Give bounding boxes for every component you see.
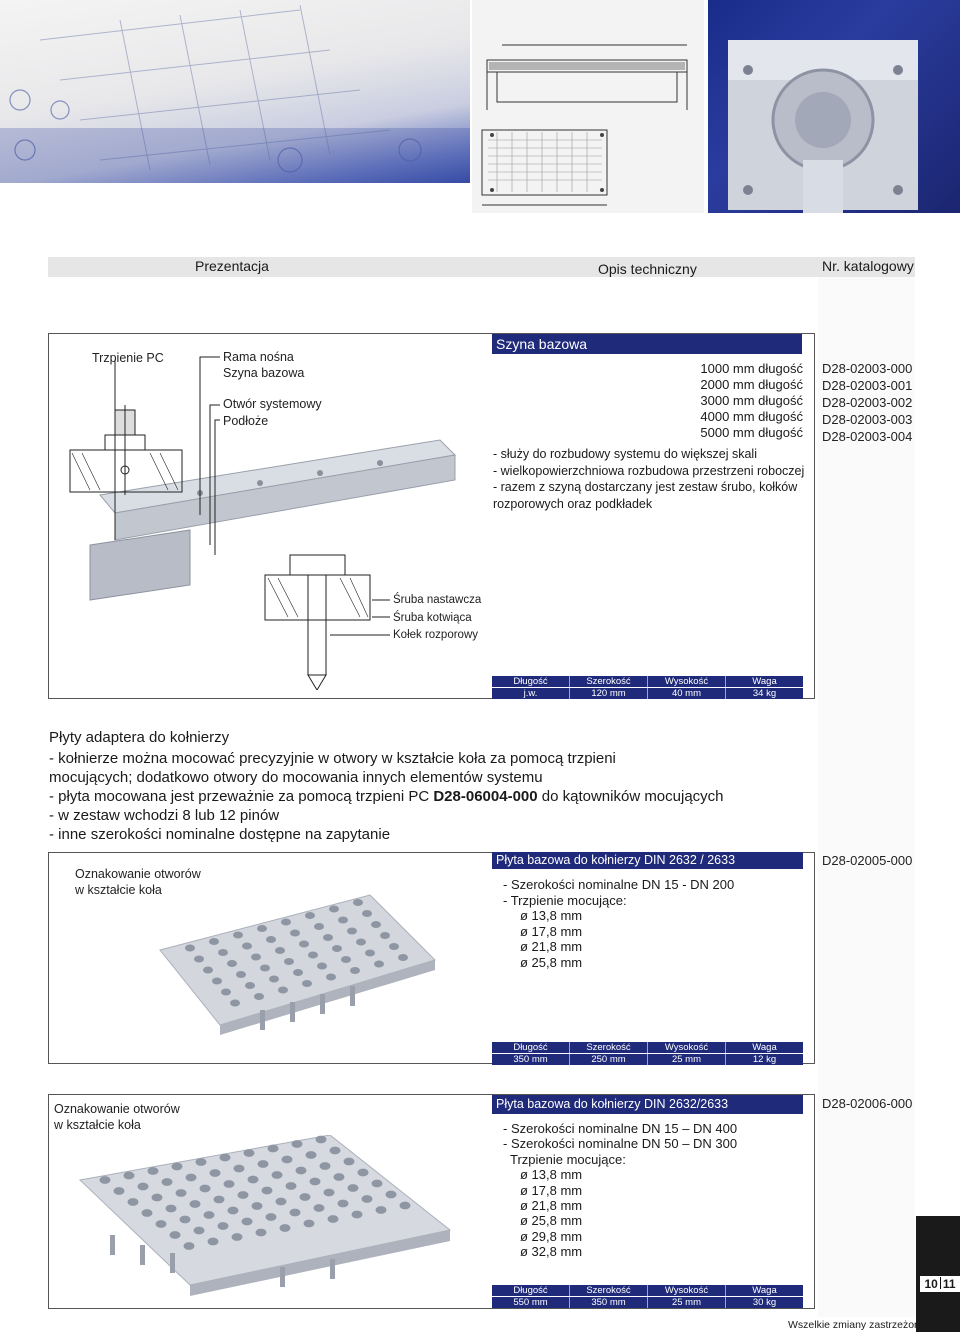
plate-hole (257, 925, 267, 932)
plate-hole (290, 930, 300, 937)
plate-hole (221, 989, 231, 996)
intro-line: - w zestaw wchodzi 8 lub 12 pinów (49, 807, 280, 824)
rail-catalog-numbers (822, 360, 912, 445)
intro-line: - inne szerokości nominalne dostępne na zapytanie (49, 826, 391, 843)
plate-hole (280, 1224, 291, 1232)
spec-value: 550 mm (492, 1297, 570, 1308)
plate-hole (365, 950, 375, 957)
plate-hole (275, 947, 285, 954)
plate-hole (290, 1209, 301, 1217)
plate-hole (310, 1178, 321, 1186)
plate-hole (218, 1222, 229, 1230)
pin-diameter: ø 25,8 mm (520, 1213, 583, 1229)
length-4000: 4000 mm długość (700, 409, 803, 424)
flange-plate-1-spec-table (492, 1042, 803, 1065)
plate-hole (194, 956, 204, 963)
section1-title: Szyna bazowa (492, 334, 802, 354)
plate-hole (224, 1180, 235, 1188)
plate-hole (186, 1174, 197, 1182)
intro-line: - kołnierze można mocować precyzyjnie w otwory w kształcie koła za pomocą trzpieni (49, 750, 616, 767)
plate-hole (292, 1140, 303, 1148)
pc-pin-catalog-ref: D28-06004-000 (433, 788, 538, 805)
plate-hole (362, 1195, 373, 1203)
plate-hole (214, 1196, 225, 1204)
spec-header: Szerokość (570, 1285, 648, 1296)
plate-hole (304, 1220, 315, 1228)
spec-header: Szerokość (570, 676, 648, 687)
length-2000: 2000 mm długość (700, 377, 803, 392)
plate-hole (276, 1198, 287, 1206)
plate-hole (180, 1216, 191, 1224)
flange-plate-2-title: Płyta bazowa do kołnierzy DIN 2632/2633 (492, 1095, 803, 1114)
spec-header: Wysokość (648, 676, 726, 687)
spec-value: 40 mm (648, 688, 726, 699)
banner-product-photo (708, 0, 960, 213)
plate-hole (306, 1151, 317, 1159)
plate-hole (244, 1149, 255, 1157)
rail-description (493, 446, 804, 512)
plate-hole (148, 1167, 159, 1175)
plate-hole (262, 1187, 273, 1195)
bullet-line: - służy do rozbudowy systemu do większej skali (493, 447, 757, 461)
flange-plate-1-description: - Szerokości nominalne DN 15 - DN 200 - Trzpienie mocujące: ø 13,8 mm ø 17,8 mm ø 21,8 mm ø 25,8 mm (503, 877, 735, 970)
plate-hole (344, 1158, 355, 1166)
length-5000: 5000 mm długość (700, 425, 803, 440)
spec-header: Szerokość (570, 1042, 648, 1053)
plate-hole (170, 1231, 181, 1239)
plate-hole (338, 1200, 349, 1208)
spec-header: Długość (492, 1285, 570, 1296)
plate-hole (232, 1233, 243, 1241)
plate-hole (254, 993, 264, 1000)
plate-hole (238, 1191, 249, 1199)
rail-lengths (560, 361, 803, 441)
plate-hole (233, 932, 243, 939)
column-header-bar (48, 257, 915, 277)
plate-hole (305, 912, 315, 919)
plate-hole (194, 1227, 205, 1235)
plate-hole (138, 1183, 149, 1191)
plate-hole (220, 1154, 231, 1162)
plate-hole (374, 961, 384, 968)
plate-hole (282, 1156, 293, 1164)
plate-hole (266, 1213, 277, 1221)
page-number-tab (916, 1216, 960, 1332)
plate-hole (386, 1191, 397, 1199)
spec-header: Waga (752, 1042, 777, 1053)
spec-header: Długość (492, 676, 570, 687)
callout-anchor-screw: Śruba kotwiąca (393, 612, 472, 624)
banner-blueprint-photo (0, 0, 470, 183)
bullet-line: - wielkopowierzchniowa rozbudowa przestrzeni roboczej (493, 463, 805, 478)
plate-hole (371, 921, 381, 928)
plate-hole (338, 917, 348, 924)
plate-hole (266, 936, 276, 943)
flange-plate-2-spec-table (492, 1285, 803, 1308)
plate-hole (252, 1202, 263, 1210)
pin-diameter: ø 29,8 mm (520, 1228, 583, 1244)
plate-hole (324, 1189, 335, 1197)
plate-hole (269, 976, 279, 983)
plate-hole (314, 923, 324, 930)
plate-hole (114, 1187, 125, 1195)
callout-system-hole: Otwór systemowy (223, 397, 322, 411)
page-numbers: 10 11 (920, 1276, 960, 1292)
header-presentation: Prezentacja (195, 258, 269, 274)
plate-hole (296, 1167, 307, 1175)
spec-header: Waga (752, 676, 777, 687)
spec-value: 350 mm (492, 1054, 570, 1065)
plate-hole (236, 971, 246, 978)
bullet-line: - razem z szyną dostarczany jest zestaw śrubo, kołków (493, 480, 798, 494)
spec-value: 25 mm (648, 1054, 726, 1065)
plate-hole (380, 932, 390, 939)
plate-hole (347, 928, 357, 935)
plate-hole (203, 967, 213, 974)
plate-hole (234, 1165, 245, 1173)
plate-hole (330, 1147, 341, 1155)
callout-set-screw: Śruba nastawcza (393, 594, 482, 606)
pin-diameter: ø 17,8 mm (520, 1182, 583, 1198)
plate-hole (317, 963, 327, 970)
flange-plate-1-title: Płyta bazowa do kołnierzy DIN 2632 / 2633 (492, 852, 803, 869)
plate-hole (356, 939, 366, 946)
pin-diameter: ø 13,8 mm (520, 1167, 583, 1183)
plate-hole (212, 978, 222, 985)
length-3000: 3000 mm długość (700, 393, 803, 408)
plate-hole (320, 1162, 331, 1170)
plate-hole (176, 1189, 187, 1197)
plate-hole (316, 1136, 327, 1144)
callout-support-frame: Rama nośna (223, 350, 294, 364)
plate-hole (358, 1169, 369, 1177)
plate-hole (326, 974, 336, 981)
length-1000: 1000 mm długość (700, 361, 803, 376)
callout-expansion-pin: Kołek rozporowy (393, 629, 479, 641)
banner-technical-drawing (472, 0, 704, 213)
plate-hole (190, 1200, 201, 1208)
plate-hole (352, 1211, 363, 1219)
flange-plate-1-catalog: D28-02005-000 (822, 853, 913, 868)
plate-hole (389, 943, 399, 950)
plate-hole (376, 1206, 387, 1214)
spec-header: Długość (492, 1042, 570, 1053)
plate-hole (353, 899, 363, 906)
plate-hole (204, 1211, 215, 1219)
plate-hole (341, 956, 351, 963)
plate-hole (184, 1242, 195, 1250)
plate-hole (372, 1180, 383, 1188)
pin-diameter: ø 21,8 mm (520, 939, 583, 954)
plate-hole (172, 1163, 183, 1171)
plate-hole (314, 1204, 325, 1212)
bullet-line: rozporowych oraz podkładek (493, 496, 653, 511)
plate-hole (251, 954, 261, 961)
plate-hole (242, 1218, 253, 1226)
plate-hole (350, 967, 360, 974)
header-description: Opis techniczny (598, 261, 697, 277)
plate-hole (300, 1193, 311, 1201)
plate-hole (248, 1176, 259, 1184)
flange-plate-1-photo (150, 890, 440, 1050)
spec-value: 350 mm (570, 1297, 648, 1308)
pin-diameter: ø 17,8 mm (520, 923, 583, 939)
plate-hole (281, 919, 291, 926)
plate-hole (398, 954, 408, 961)
plate-hole (308, 952, 318, 959)
plate-hole (162, 1178, 173, 1186)
intro-text (49, 728, 724, 844)
pin-diameter: ø 32,8 mm (520, 1244, 583, 1260)
plate-hole (256, 1229, 267, 1237)
plate-hole (100, 1176, 111, 1184)
flange-plate-2-catalog: D28-02006-000 (822, 1096, 913, 1111)
pin-diameter: ø 13,8 mm (520, 908, 583, 923)
spec-header: Waga (752, 1285, 777, 1296)
plate-hole (299, 941, 309, 948)
plate-hole (278, 987, 288, 994)
plate-hole (293, 969, 303, 976)
plate-hole (258, 1160, 269, 1168)
callout-pc-pins: Trzpienie PC (92, 351, 164, 365)
spec-value: 250 mm (570, 1054, 648, 1065)
catalog-number: D28-02003-003 (822, 412, 913, 427)
spec-value: 25 mm (648, 1297, 726, 1308)
plate-hole (348, 1184, 359, 1192)
plate-hole (242, 943, 252, 950)
spec-value: 120 mm (570, 688, 648, 699)
flange-plate-2-description: - Szerokości nominalne DN 15 – DN 400 - Szerokości nominalne DN 50 – DN 300 Trzpienie mocujące: ø 13,8 mm ø 17,8 mm ø 21,8 mm ø 25,8 mm ø 29,8 mm ø 32,8 mm (503, 1121, 738, 1260)
plate-hole (286, 1182, 297, 1190)
catalog-number: D28-02003-001 (822, 378, 913, 393)
rail-spec-table (492, 676, 803, 699)
plate-hole (323, 934, 333, 941)
plate-hole (142, 1209, 153, 1217)
intro-line: - płyta mocowana jest przeważnie za pomocą trzpieni PC D28-06004-000 do kątowników mocujących (49, 788, 724, 805)
flange-plate-2-photo (70, 1135, 455, 1305)
plate-hole (400, 1202, 411, 1210)
plate-hole (284, 958, 294, 965)
plate-hole (166, 1205, 177, 1213)
plate-hole (272, 1171, 283, 1179)
footer-note: Wszelkie zmiany zastrzeżone (788, 1319, 926, 1331)
plate-hole (196, 1158, 207, 1166)
plate-hole (302, 980, 312, 987)
plate-hole (332, 945, 342, 952)
flange-plate-2-caption: Oznakowanie otworów w kształcie koła (54, 1102, 180, 1132)
plate-hole (208, 1238, 219, 1246)
spec-value: 12 kg (752, 1054, 777, 1065)
plate-hole (329, 906, 339, 913)
pin-diameter: ø 21,8 mm (520, 1198, 583, 1214)
spec-header: Wysokość (648, 1285, 726, 1296)
catalog-number: D28-02003-000 (822, 361, 913, 376)
plate-hole (228, 1207, 239, 1215)
plate-hole (152, 1194, 163, 1202)
plate-hole (156, 1220, 167, 1228)
callout-substrate: Podłoże (223, 414, 269, 428)
catalog-number: D28-02003-002 (822, 395, 913, 410)
plate-hole (334, 1173, 345, 1181)
header-catalog-number: Nr. katalogowy (822, 258, 914, 274)
intro-heading: Płyty adaptera do kołnierzy (49, 729, 230, 746)
catalog-number: D28-02003-004 (822, 429, 913, 444)
spec-value: j.w. (492, 688, 570, 699)
plate-hole (268, 1145, 279, 1153)
intro-line: mocujących; dodatkowo otwory do mocowania innych elementów systemu (49, 769, 543, 786)
plate-hole (362, 910, 372, 917)
pin-diameter: ø 25,8 mm (520, 954, 583, 970)
plate-hole (328, 1215, 339, 1223)
plate-hole (185, 945, 195, 952)
spec-header: Wysokość (648, 1042, 726, 1053)
flange-plate-1-caption: Oznakowanie otworów w kształcie koła (75, 867, 201, 897)
plate-hole (227, 960, 237, 967)
plate-hole (209, 938, 219, 945)
spec-value: 30 kg (752, 1297, 777, 1308)
plate-hole (218, 949, 228, 956)
spec-value: 34 kg (752, 688, 777, 699)
plate-hole (124, 1172, 135, 1180)
plate-hole (230, 1000, 240, 1007)
plate-hole (245, 982, 255, 989)
plate-hole (210, 1169, 221, 1177)
plate-hole (200, 1185, 211, 1193)
plate-hole (128, 1198, 139, 1206)
callout-base-rail: Szyna bazowa (223, 366, 305, 380)
plate-hole (260, 965, 270, 972)
